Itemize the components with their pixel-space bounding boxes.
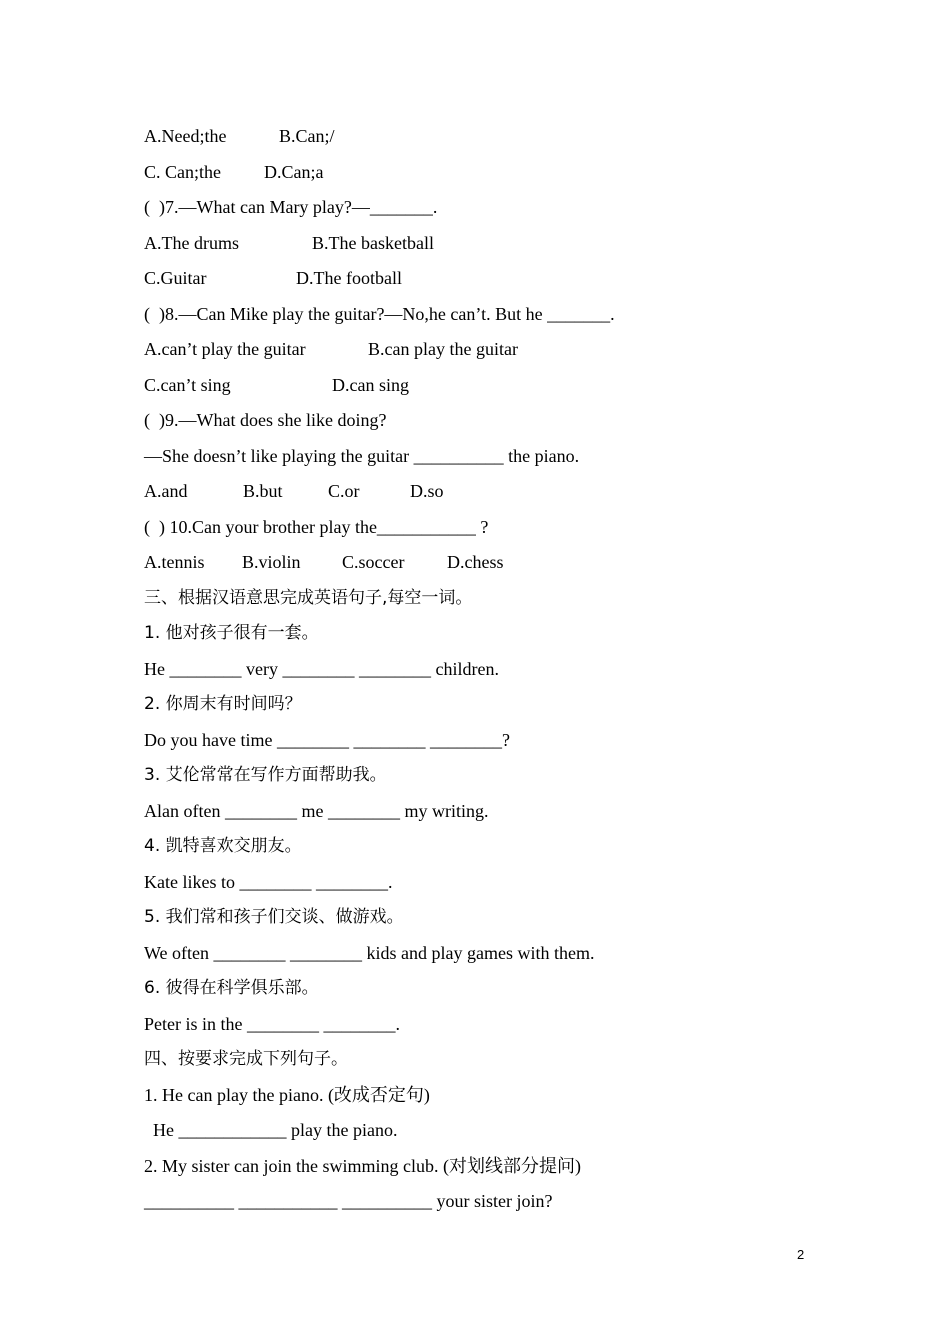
options-line: [144, 155, 824, 191]
fill-in-sentence: Do you have time ________ ________ ________?: [144, 729, 510, 750]
chinese-prompt: 5. 我们常和孩子们交谈、做游戏。: [144, 907, 404, 927]
option-d: D.can sing: [332, 374, 409, 395]
transform-prompt: 1. He can play the piano. (改成否定句): [144, 1084, 430, 1105]
option-c: C.can’t sing: [144, 374, 231, 395]
options-line: [144, 368, 824, 404]
chinese-prompt: 2. 你周末有时间吗？: [144, 694, 302, 714]
question-7: ( )7.—What can Mary play?—_______.: [144, 197, 438, 217]
question-10: ( ) 10.Can your brother play the___________ ?: [144, 516, 489, 537]
option-d: D.so: [410, 481, 444, 501]
options-line: [144, 545, 824, 581]
option-a: A.Need;the: [144, 126, 227, 146]
transform-answer: He ____________ play the piano.: [144, 1120, 398, 1140]
transform-prompt: 2. My sister can join the swimming club. (对划线部分提问): [144, 1155, 581, 1176]
option-b: B.Can;/: [279, 126, 335, 146]
chinese-prompt: 6. 彼得在科学俱乐部。: [144, 978, 319, 998]
option-c: C.Guitar: [144, 268, 207, 288]
options-line: [144, 261, 824, 297]
chinese-prompt: 3. 艾伦常常在写作方面帮助我。: [144, 765, 387, 785]
option-d: D.Can;a: [264, 161, 324, 182]
option-b: B.can play the guitar: [368, 339, 518, 359]
options-line: [144, 474, 824, 510]
question-9-sentence: —She doesn’t like playing the guitar __________ the piano.: [144, 445, 580, 466]
option-a: A.tennis: [144, 552, 205, 572]
exercise-content: [144, 119, 824, 1220]
option-b: B.violin: [242, 552, 301, 572]
option-c: C. Can;the: [144, 161, 221, 182]
option-a: A.can’t play the guitar: [144, 339, 306, 359]
options-line: [144, 332, 824, 368]
transform-answer: __________ ___________ __________ your sister join?: [144, 1191, 553, 1211]
option-a: A.The drums: [144, 232, 239, 253]
option-d: D.The football: [296, 268, 402, 288]
page-number: 2: [797, 1247, 805, 1262]
option-c: C.soccer: [342, 552, 405, 572]
section-3-heading: 三、根据汉语意思完成英语句子,每空一词。: [144, 587, 473, 608]
fill-in-sentence: Peter is in the ________ ________.: [144, 1013, 400, 1034]
option-b: B.The basketball: [312, 232, 434, 253]
chinese-prompt: 1. 他对孩子很有一套。: [144, 623, 319, 643]
options-line: [144, 226, 824, 262]
chinese-prompt: 4. 凯特喜欢交朋友。: [144, 836, 302, 856]
fill-in-sentence: He ________ very ________ ________ children.: [144, 658, 499, 679]
option-c: C.or: [328, 481, 360, 501]
fill-in-sentence: Kate likes to ________ ________.: [144, 871, 393, 892]
fill-in-sentence: We often ________ ________ kids and play games with them.: [144, 942, 595, 963]
option-b: B.but: [243, 481, 283, 501]
options-line: [144, 119, 824, 155]
question-9: ( )9.—What does she like doing?: [144, 410, 387, 430]
question-8: ( )8.—Can Mike play the guitar?—No,he can’t. But he _______.: [144, 303, 615, 324]
section-4-heading: 四、按要求完成下列句子。: [144, 1049, 348, 1069]
option-d: D.chess: [447, 552, 504, 572]
option-a: A.and: [144, 481, 188, 501]
fill-in-sentence: Alan often ________ me ________ my writing.: [144, 800, 489, 821]
